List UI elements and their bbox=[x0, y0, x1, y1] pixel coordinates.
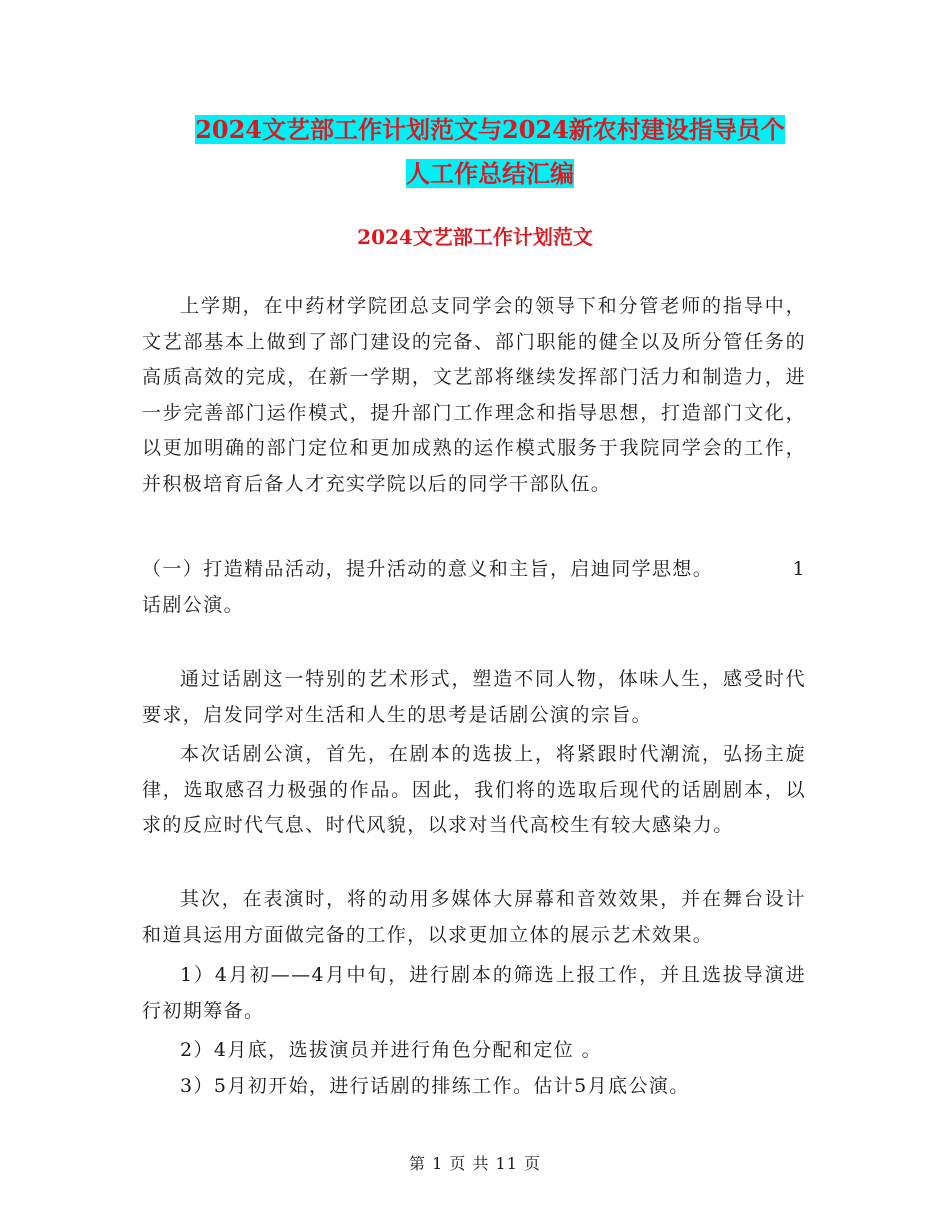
page-number-footer: 第 1 页 共 11 页 bbox=[409, 1154, 541, 1173]
item-subheading: 话剧公演。 bbox=[142, 593, 245, 616]
item-number: 1 bbox=[792, 558, 806, 580]
paragraph-script-selection: 本次话剧公演，首先，在剧本的选拔上，将紧跟时代潮流，弘扬主旋律，选取感召力极强的作品。因此，我们将的选取后现代的话剧剧本，以求的反应时代气息、时代风貌，以求对当代高校生有较大感染力。 bbox=[142, 743, 806, 836]
title-highlight: 人工作总结汇编 bbox=[406, 159, 574, 188]
document-title-line-2 bbox=[140, 150, 840, 198]
schedule-step-3: 3）5月初开始，进行话剧的排练工作。估计5月底公演。 bbox=[180, 1075, 690, 1097]
schedule-step-2: 2）4月底，选拔演员并进行角色分配和定位 。 bbox=[180, 1039, 603, 1061]
title-highlight: 2024文艺部工作计划范文与2024新农村建设指导员个 bbox=[195, 115, 785, 144]
paragraph-purpose: 通过话剧这一特别的艺术形式，塑造不同人物，体味人生，感受时代要求，启发同学对生活和人生的思考是话剧公演的宗旨。 bbox=[142, 668, 806, 726]
paragraph-intro: 上学期，在中药材学院团总支同学会的领导下和分管老师的指导中，文艺部基本上做到了部门建设的完备、部门职能的健全以及所分管任务的高质高效的完成，在新一学期，文艺部将继续发挥部门活力和制造力，进一步完善部门运作模式，提升部门工作理念和指导思想，打造部门文化，以更加明确的部门定位和更加成熟的运作模式服务于我院同学会的工作，并积极培育后备人才充实学院以后的同学干部队伍。 bbox=[142, 295, 806, 495]
schedule-step-1: 1）4月初——4月中旬，进行剧本的筛选上报工作，并且选拔导演进行初期筹备。 bbox=[142, 964, 806, 1022]
paragraph-item-one bbox=[142, 552, 806, 623]
paragraph-performance: 其次，在表演时，将的动用多媒体大屏幕和音效效果，并在舞台设计和道具运用方面做完备的工作，以求更加立体的展示艺术效果。 bbox=[142, 888, 806, 946]
item-heading: （一）打造精品活动，提升活动的意义和主旨，启迪同学思想。 bbox=[142, 558, 714, 580]
section-heading: 2024文艺部工作计划范文 bbox=[357, 225, 593, 249]
document-title-line-1 bbox=[140, 106, 840, 154]
